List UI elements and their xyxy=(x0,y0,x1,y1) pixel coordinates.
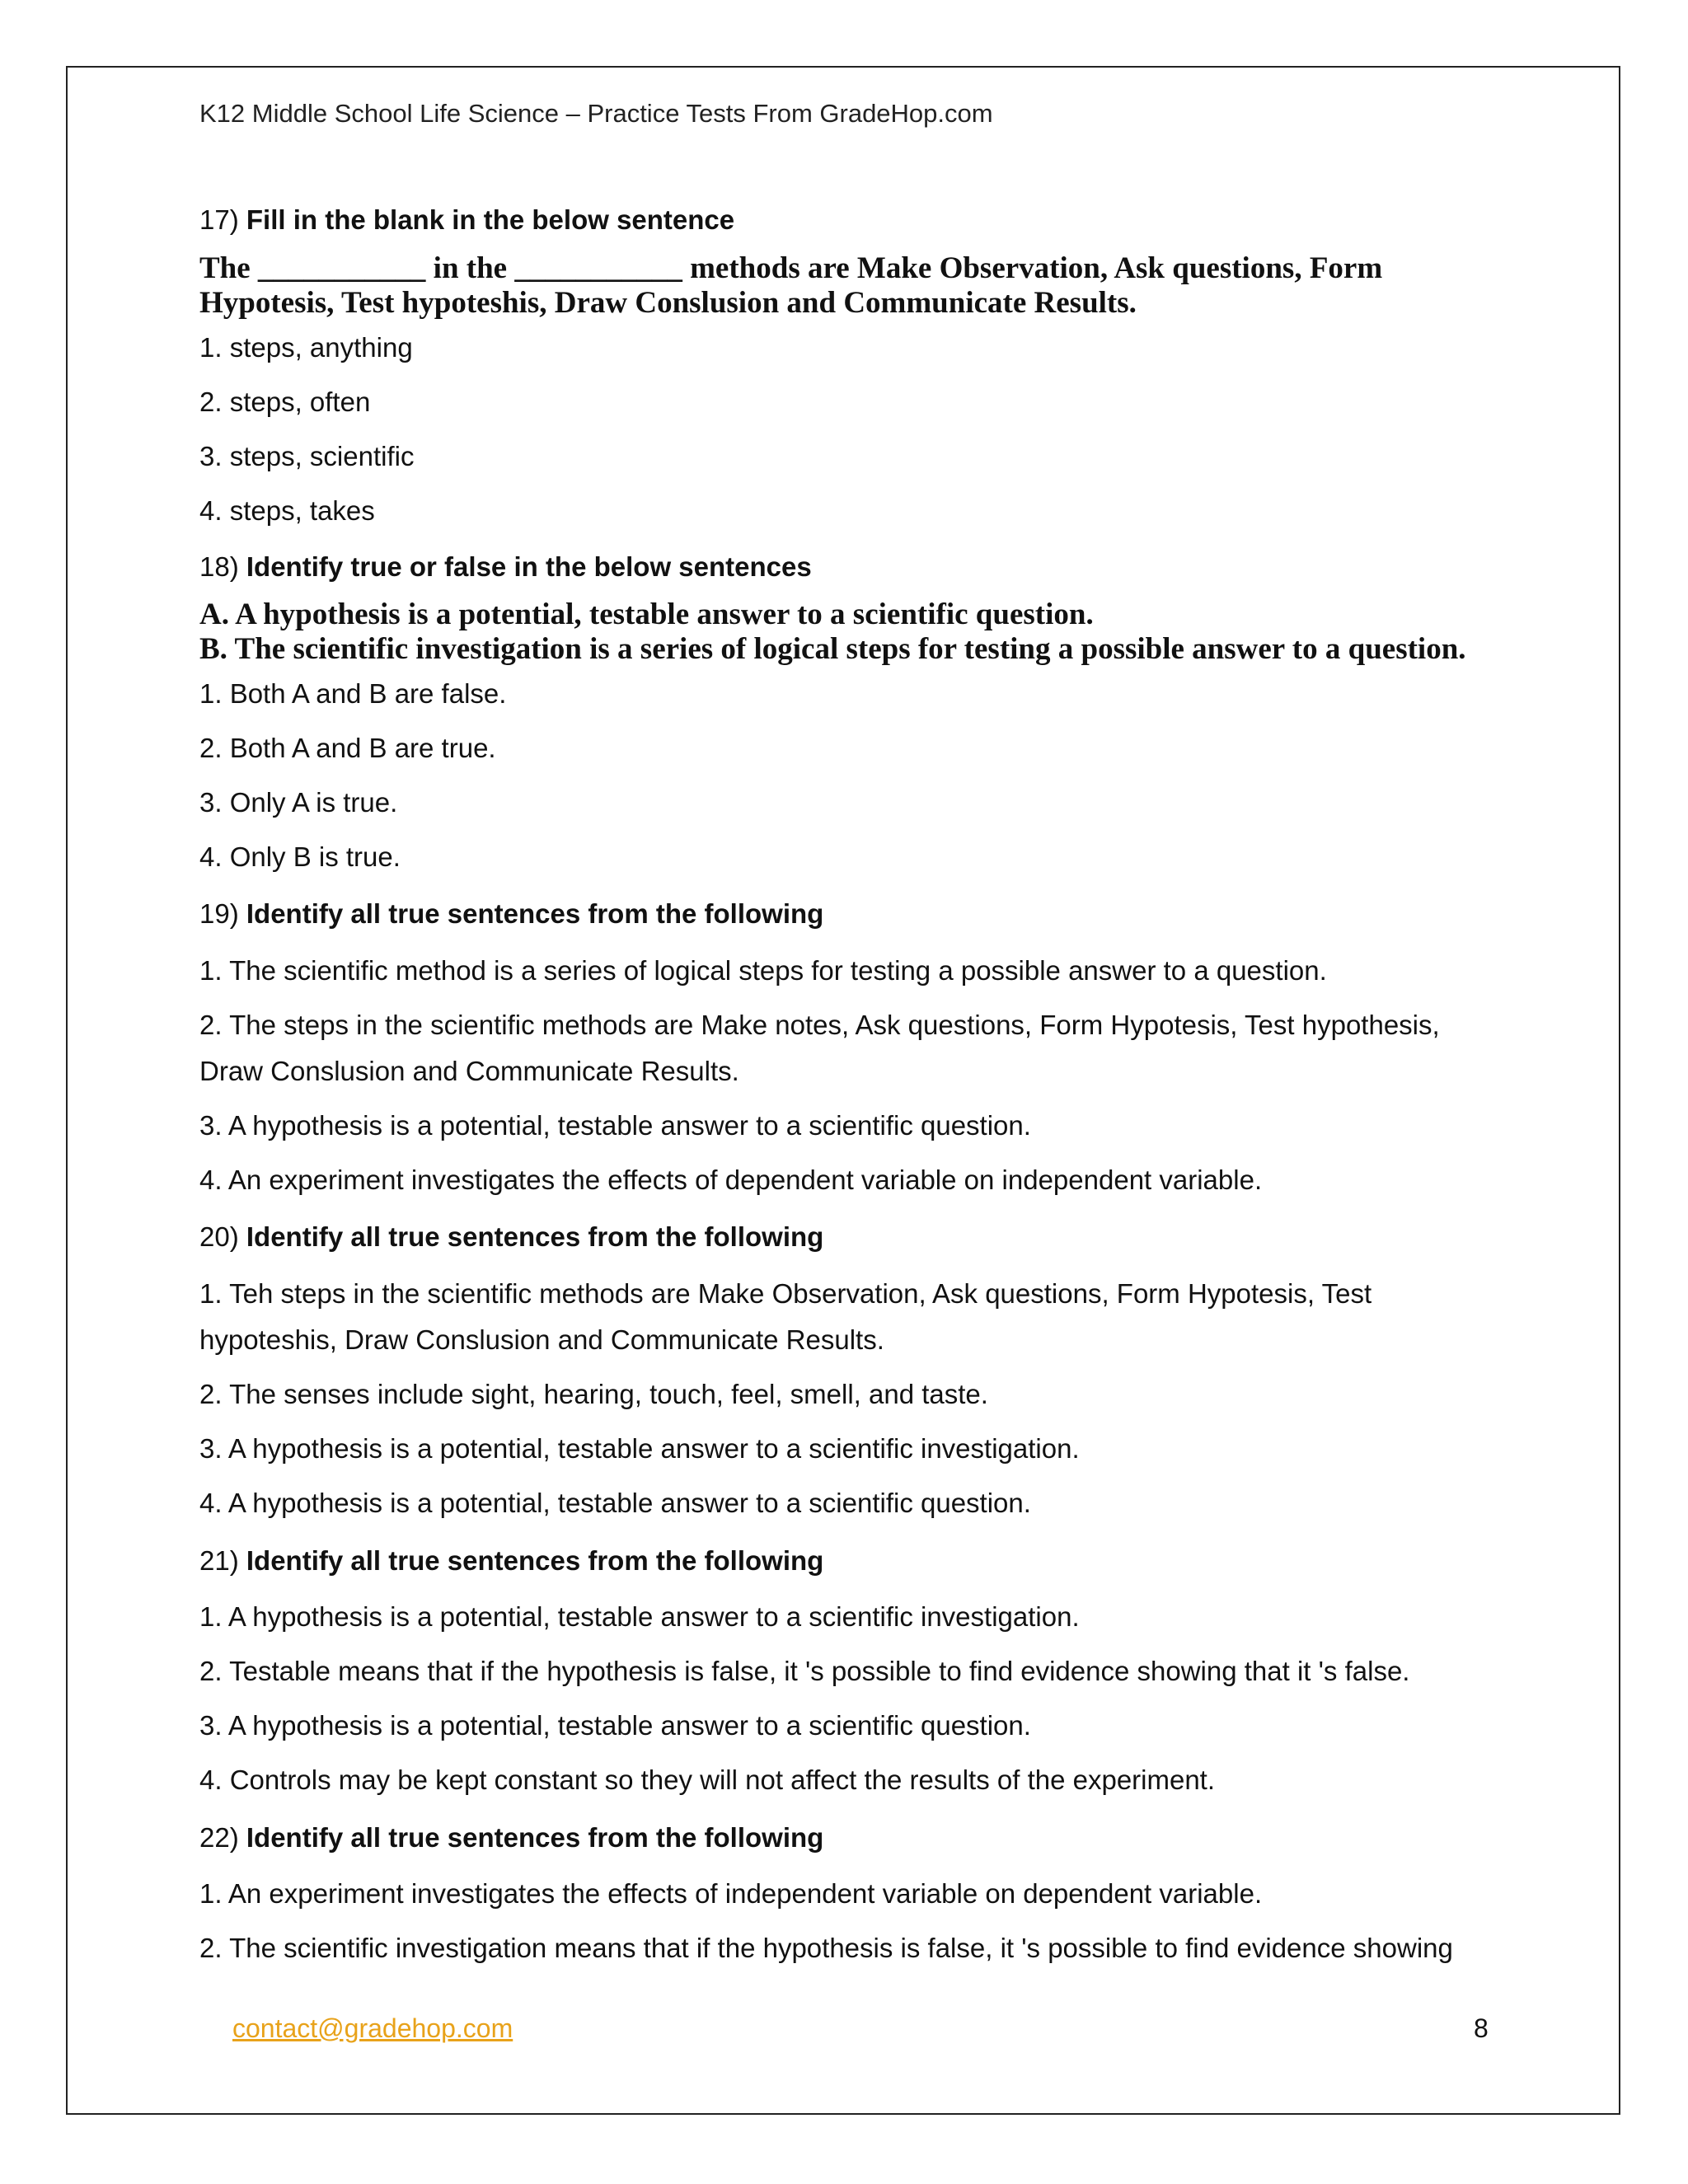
page-number: 8 xyxy=(1474,2013,1489,2043)
question-number: 19) xyxy=(199,898,239,929)
question-18-statement-b: B. The scientific investigation is a series of logical steps for testing a possible answer to a question. xyxy=(199,632,1466,666)
option: 1. A hypothesis is a potential, testable answer to a scientific investigation. xyxy=(199,1601,1080,1632)
option: 3. Only A is true. xyxy=(199,787,398,818)
question-prompt: Identify all true sentences from the following xyxy=(246,1822,824,1853)
question-19-title xyxy=(199,898,823,930)
option: 1. The scientific method is a series of logical steps for testing a possible answer to a question. xyxy=(199,955,1327,986)
option: 2. The steps in the scientific methods are Make notes, Ask questions, Form Hypotesis, Test hypothesis, xyxy=(199,1010,1440,1040)
option: 3. A hypothesis is a potential, testable answer to a scientific question. xyxy=(199,1710,1031,1741)
question-number: 22) xyxy=(199,1822,239,1853)
question-18-title xyxy=(199,551,812,583)
question-prompt: Identify all true sentences from the following xyxy=(246,898,824,929)
contact-email-link[interactable]: contact@gradehop.com xyxy=(232,2013,513,2043)
option: 4. A hypothesis is a potential, testable answer to a scientific question. xyxy=(199,1488,1031,1518)
option-continuation: hypoteshis, Draw Conslusion and Communicate Results. xyxy=(199,1324,884,1355)
question-number: 17) xyxy=(199,204,239,235)
option: 4. Only B is true. xyxy=(199,841,401,872)
option: 2. steps, often xyxy=(199,387,371,417)
option: 2. The senses include sight, hearing, touch, feel, smell, and taste. xyxy=(199,1379,988,1409)
question-prompt: Fill in the blank in the below sentence xyxy=(246,204,735,235)
question-22-title xyxy=(199,1822,823,1854)
option: 1. steps, anything xyxy=(199,332,413,363)
question-20-title xyxy=(199,1221,823,1253)
option: 3. A hypothesis is a potential, testable answer to a scientific investigation. xyxy=(199,1433,1080,1464)
question-number: 20) xyxy=(199,1221,239,1252)
option: 2. The scientific investigation means that if the hypothesis is false, it 's possible to find evidence showing xyxy=(199,1933,1453,1963)
option-continuation: Draw Conslusion and Communicate Results. xyxy=(199,1056,739,1086)
option: 1. Teh steps in the scientific methods are Make Observation, Ask questions, Form Hypotesis, Test xyxy=(199,1278,1372,1309)
option: 2. Both A and B are true. xyxy=(199,733,496,763)
option: 1. An experiment investigates the effects of independent variable on dependent variable. xyxy=(199,1878,1263,1909)
option: 2. Testable means that if the hypothesis is false, it 's possible to find evidence showing that it 's false. xyxy=(199,1656,1410,1686)
question-number: 18) xyxy=(199,551,239,582)
option: 4. Controls may be kept constant so they will not affect the results of the experiment. xyxy=(199,1765,1216,1795)
page-header: K12 Middle School Life Science – Practice Tests From GradeHop.com xyxy=(199,99,993,128)
option: 1. Both A and B are false. xyxy=(199,678,507,709)
question-number: 21) xyxy=(199,1545,239,1576)
question-17-statement: The ___________ in the ___________ methods are Make Observation, Ask questions, Form Hypotesis, Test hypoteshis, Draw Conslusion and Communicate Results. xyxy=(199,251,1383,320)
option: 3. steps, scientific xyxy=(199,441,415,471)
question-17-title xyxy=(199,204,734,236)
question-prompt: Identify all true sentences from the following xyxy=(246,1545,824,1576)
option: 4. steps, takes xyxy=(199,495,375,526)
question-prompt: Identify all true sentences from the following xyxy=(246,1221,824,1252)
option: 4. An experiment investigates the effects of dependent variable on independent variable. xyxy=(199,1165,1263,1195)
option: 3. A hypothesis is a potential, testable answer to a scientific question. xyxy=(199,1110,1031,1141)
question-prompt: Identify true or false in the below sentences xyxy=(246,551,812,582)
question-18-statement-a: A. A hypothesis is a potential, testable answer to a scientific question. xyxy=(199,598,1094,631)
question-21-title xyxy=(199,1545,823,1577)
